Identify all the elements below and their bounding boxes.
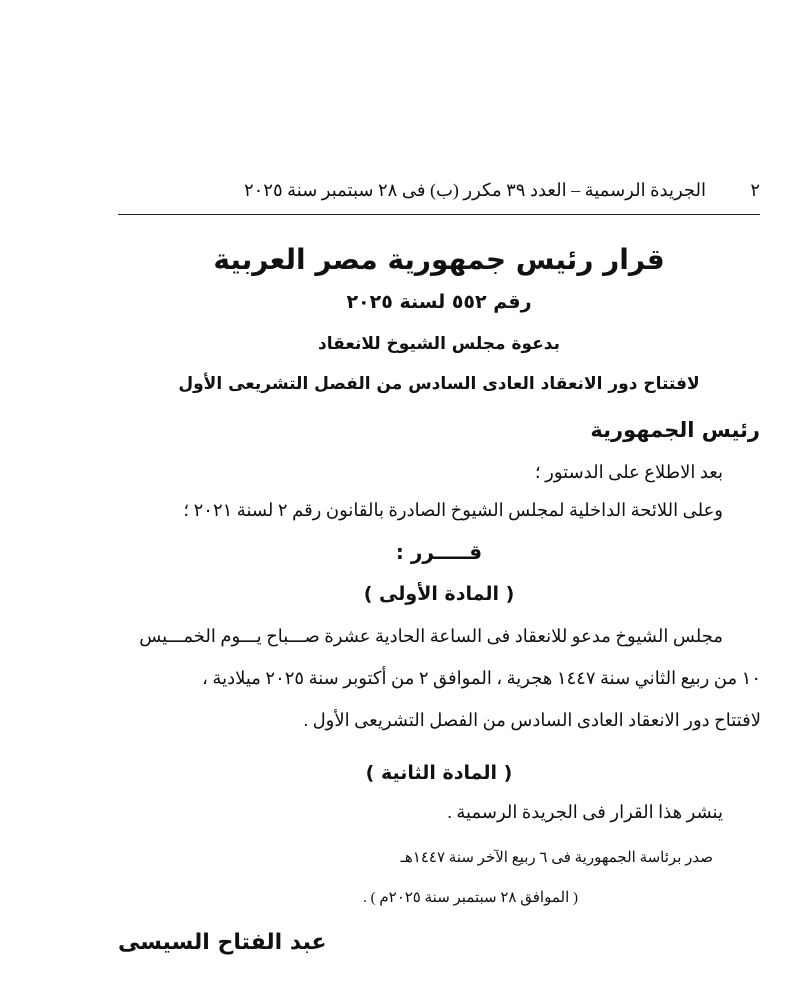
article-1-line: لافتتاح دور الانعقاد العادى السادس من الفصل التشريعى الأول . [303, 710, 761, 730]
article-1-heading: ( المادة الأولى ) [363, 583, 515, 605]
header-divider [118, 214, 760, 215]
running-title: الجريدة الرسمية – العدد ٣٩ مكرر (ب) فى ٢٨ سبتمبر سنة ٢٠٢٥ [243, 180, 706, 200]
preamble-line: بعد الاطلاع على الدستور ؛ [534, 462, 723, 482]
article-2-heading: ( المادة الثانية ) [365, 762, 513, 784]
decree-subject-line-2: لافتتاح دور الانعقاد العادى السادس من الفصل التشريعى الأول [178, 374, 700, 394]
gregorian-date: ( الموافق ٢٨ سبتمبر سنة ٢٠٢٥م ) . [363, 890, 578, 906]
issuer-heading: رئيس الجمهورية [590, 418, 760, 442]
article-2-line: ينشر هذا القرار فى الجريدة الرسمية . [447, 802, 723, 822]
page-number: ٢ [750, 180, 760, 200]
running-header [118, 176, 760, 206]
preamble-line: وعلى اللائحة الداخلية لمجلس الشيوخ الصادرة بالقانون رقم ٢ لسنة ٢٠٢١ ؛ [183, 500, 723, 520]
decree-subject-line-1: بدعوة مجلس الشيوخ للانعقاد [318, 334, 560, 354]
decided-heading: قـــــرر : [395, 540, 483, 564]
decree-title: قرار رئيس جمهورية مصر العربية [213, 243, 665, 276]
decree-number: رقم ٥٥٢ لسنة ٢٠٢٥ [346, 291, 532, 313]
article-1-line: مجلس الشيوخ مدعو للانعقاد فى الساعة الحادية عشرة صـــباح يـــوم الخمـــيس [139, 626, 723, 646]
president-signature: عبد الفتاح السيسى [118, 930, 327, 955]
article-1-line: ١٠ من ربيع الثاني سنة ١٤٤٧ هجرية ، الموافق ٢ من أكتوبر سنة ٢٠٢٥ ميلادية ، [202, 668, 761, 688]
issued-at: صدر برئاسة الجمهورية فى ٦ ربيع الآخر سنة ١٤٤٧هـ [400, 850, 713, 866]
